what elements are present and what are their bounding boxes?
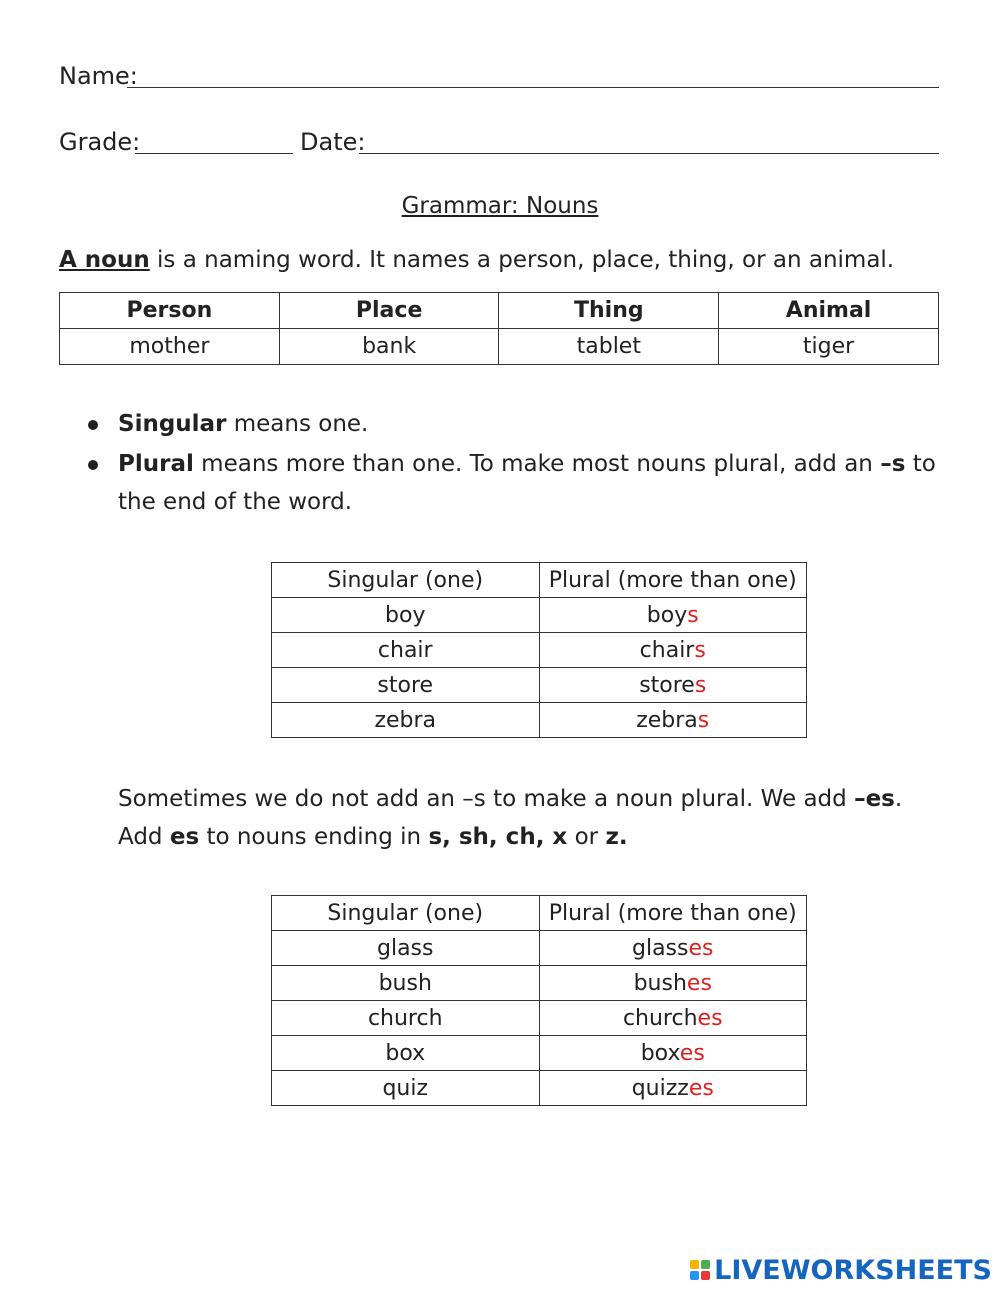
bullet-dot xyxy=(88,420,98,430)
plural-stem: bush xyxy=(633,970,687,996)
table-row xyxy=(272,633,807,668)
singular-cell: zebra xyxy=(272,703,540,738)
plural-stem: glass xyxy=(632,935,689,961)
plural-ending: s xyxy=(694,637,706,663)
plural-stem: boy xyxy=(646,602,688,628)
es-text-1: Sometimes we do not add an –s to make a noun plural. We add xyxy=(118,786,855,812)
table-row xyxy=(272,598,807,633)
singular-header: Singular (one) xyxy=(272,563,540,598)
es-bold-2: es xyxy=(169,824,200,850)
plural-cell xyxy=(539,931,807,966)
name-field[interactable] xyxy=(127,87,939,88)
es-bold-1: –es xyxy=(854,786,895,812)
plural-ending: es xyxy=(688,1075,714,1101)
singular-text: means one. xyxy=(226,411,369,437)
singular-cell: glass xyxy=(272,931,540,966)
singular-cell: store xyxy=(272,668,540,703)
example-animal: tiger xyxy=(719,329,939,365)
bullet-singular xyxy=(88,405,948,443)
singular-header: Singular (one) xyxy=(272,896,540,931)
es-text-3: to nouns ending in xyxy=(199,824,429,850)
noun-term: A noun xyxy=(59,247,150,273)
liveworksheets-logo[interactable] xyxy=(690,1252,992,1288)
header-animal: Animal xyxy=(719,293,939,329)
plural-cell xyxy=(539,966,807,1001)
table-row xyxy=(272,1036,807,1071)
plural-stem: box xyxy=(640,1040,680,1066)
example-place: bank xyxy=(279,329,499,365)
header-thing: Thing xyxy=(499,293,719,329)
plural-stem: store xyxy=(639,672,695,698)
page-title: Grammar: Nouns xyxy=(401,193,599,219)
table-row xyxy=(272,703,807,738)
es-bold-4: z. xyxy=(605,824,628,850)
plural-text: means more than one. To make most nouns plural, add an xyxy=(193,451,881,477)
table-row xyxy=(272,668,807,703)
plural-cell xyxy=(539,668,807,703)
noun-definition-text: is a naming word. It names a person, place, thing, or an animal. xyxy=(149,247,895,273)
noun-definition xyxy=(59,244,894,276)
es-bold-3: s, sh, ch, x xyxy=(428,824,568,850)
plural-header: Plural (more than one) xyxy=(539,896,807,931)
plural-cell xyxy=(539,703,807,738)
plural-ending: es xyxy=(688,935,714,961)
date-label: Date: xyxy=(300,128,366,156)
bullet-list xyxy=(88,405,948,521)
singular-cell: church xyxy=(272,1001,540,1036)
plural-cell xyxy=(539,1036,807,1071)
grade-field[interactable] xyxy=(135,153,293,154)
plural-cell xyxy=(539,633,807,668)
plural-stem: zebra xyxy=(636,707,698,733)
singular-cell: bush xyxy=(272,966,540,1001)
bullet-dot xyxy=(88,460,98,470)
plural-stem: quizz xyxy=(631,1075,689,1101)
plural-ending: s xyxy=(697,707,710,733)
plural-cell xyxy=(539,1001,807,1036)
table-row xyxy=(272,931,807,966)
singular-term: Singular xyxy=(118,411,227,437)
grade-label: Grade: xyxy=(59,128,141,156)
singular-cell: boy xyxy=(272,598,540,633)
es-text-2: . Add xyxy=(118,786,903,850)
header-place: Place xyxy=(279,293,499,329)
es-text-4: or xyxy=(567,824,606,850)
plural-stem: church xyxy=(622,1005,698,1031)
example-person: mother xyxy=(60,329,280,365)
s-plural-table xyxy=(271,562,807,738)
plural-cell xyxy=(539,598,807,633)
plural-stem: chair xyxy=(639,637,695,663)
date-field[interactable] xyxy=(359,153,939,154)
plural-header: Plural (more than one) xyxy=(539,563,807,598)
es-plural-table xyxy=(271,895,807,1106)
logo-blocks-icon xyxy=(690,1260,710,1280)
plural-ending: s xyxy=(694,672,707,698)
plural-ending: s xyxy=(687,602,699,628)
singular-cell: box xyxy=(272,1036,540,1071)
singular-cell: chair xyxy=(272,633,540,668)
plural-term: Plural xyxy=(118,451,194,477)
name-label: Name: xyxy=(59,62,138,90)
table-row xyxy=(272,966,807,1001)
plural-text-after: to the end of the word. xyxy=(118,451,936,515)
noun-category-table xyxy=(59,292,939,365)
plural-ending: es xyxy=(679,1040,705,1066)
es-rule-paragraph xyxy=(118,780,948,856)
table-row xyxy=(272,1071,807,1106)
plural-suffix: –s xyxy=(880,451,906,477)
bullet-plural xyxy=(88,445,948,521)
plural-ending: es xyxy=(697,1005,723,1031)
plural-cell xyxy=(539,1071,807,1106)
example-thing: tablet xyxy=(499,329,719,365)
table-row xyxy=(272,1001,807,1036)
logo-text: LIVEWORKSHEETS xyxy=(714,1254,992,1286)
header-person: Person xyxy=(60,293,280,329)
singular-cell: quiz xyxy=(272,1071,540,1106)
plural-ending: es xyxy=(686,970,712,996)
